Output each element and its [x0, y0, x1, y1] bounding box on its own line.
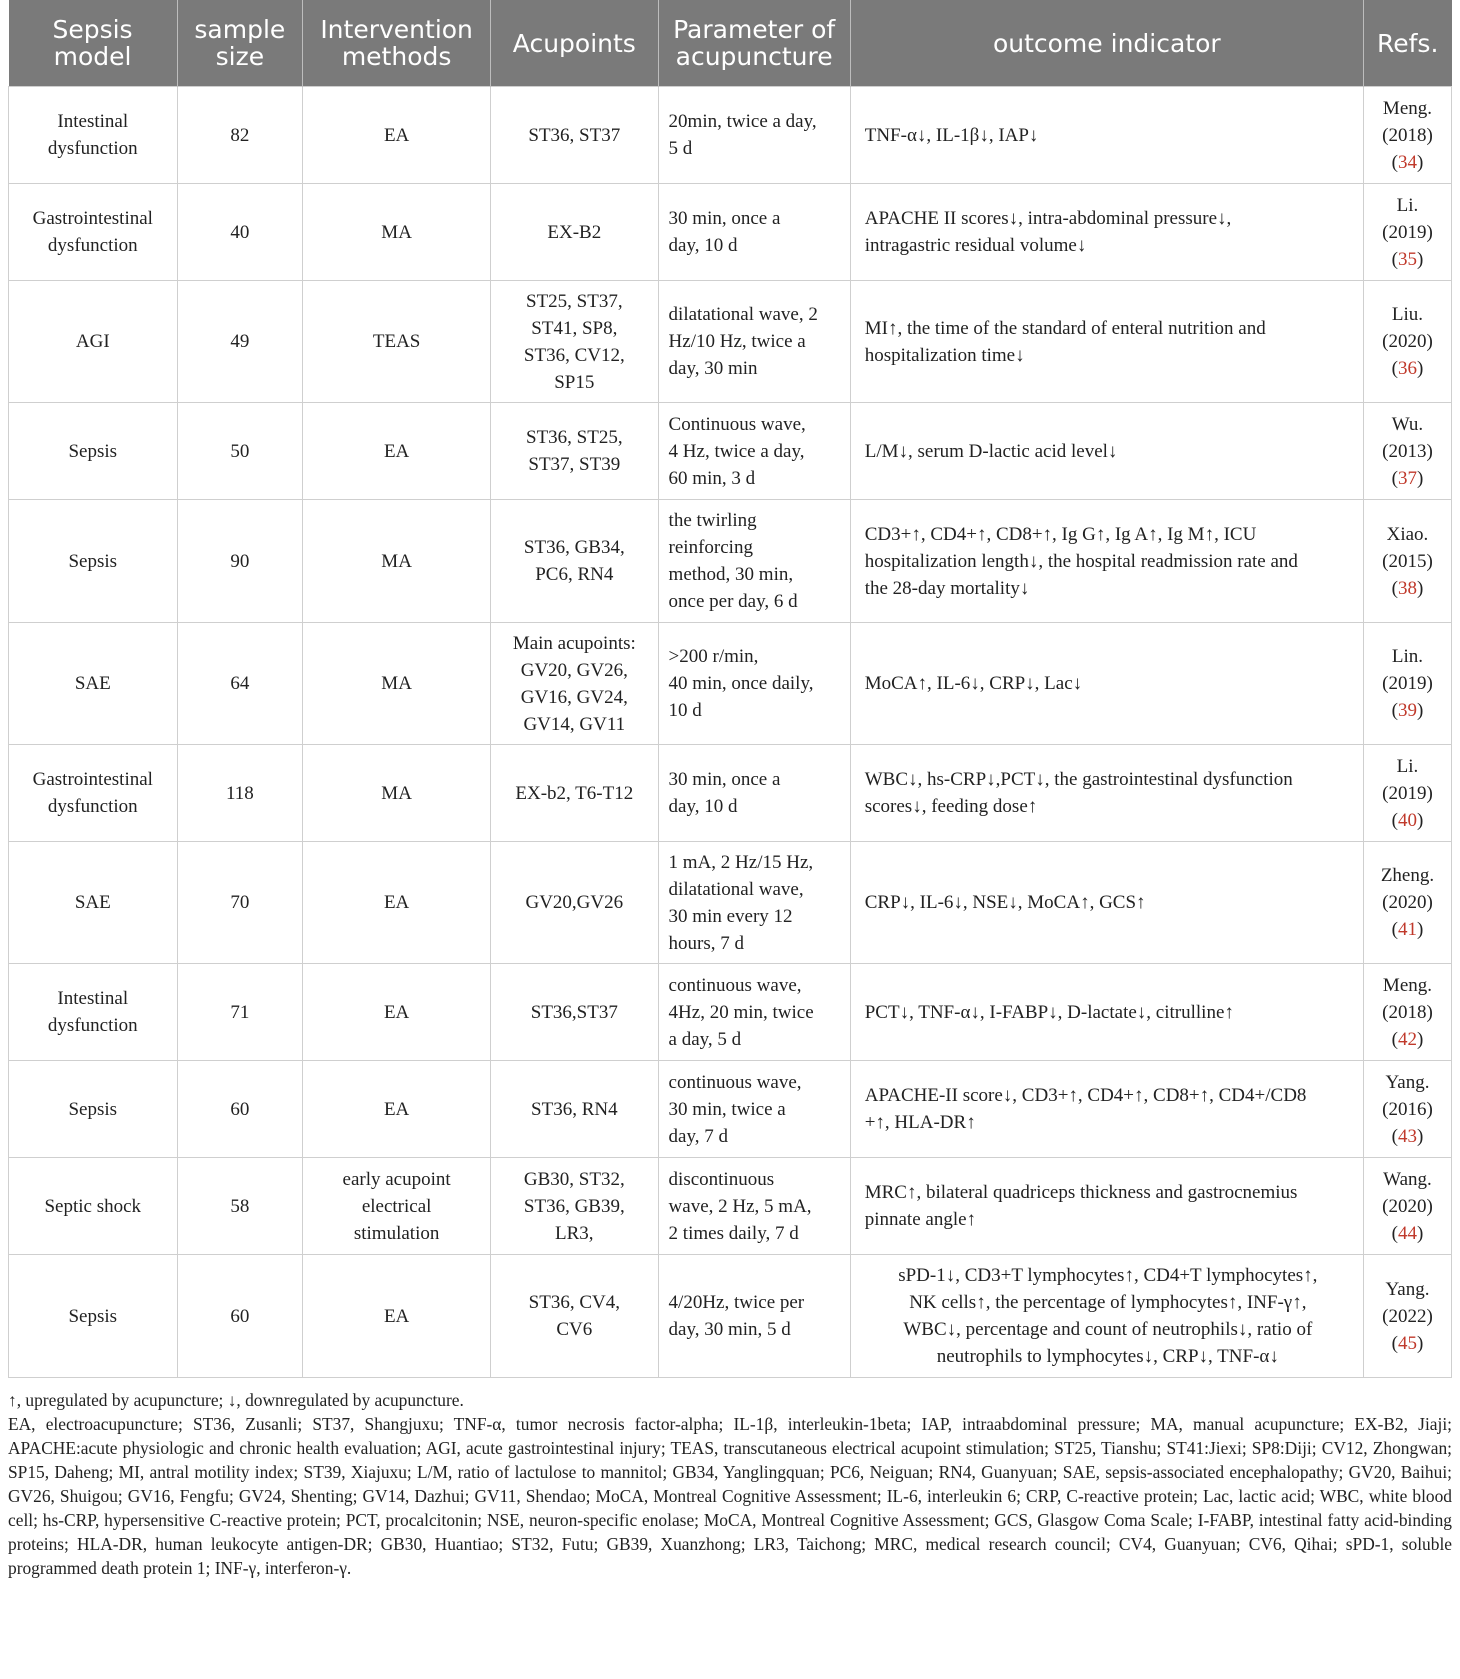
footnote-abbreviations: EA, electroacupuncture; ST36, Zusanli; ST37, Shangjuxu; TNF-α, tumor necrosis factor-alpha; IL-1β, interleukin-1beta; IAP, intraabdominal pressure; MA, manual acupuncture; EX-B2, Jiaji; APACHE:acute physiologic and chronic health evaluation; AGI, acute gastrointestinal injury; TEAS, transcutaneous electrical acupoint stimulation; ST25, Tianshu; ST41:Jiexi; SP8:Diji; CV12, Zhongwan; SP15, Daheng; MI, antral motility index; ST39, Xiajuxu; L/M, ratio of lactulose to mannitol; GB34, Yanglingquan; PC6, Neiguan; RN4, Guanyuan; SAE, sepsis-associated encephalopathy; GV20, Baihui; GV26, Shuigou; GV16, Fengfu; GV24, Shenting; GV14, Dazhui; GV11, Shendao; MoCA, Montreal Cognitive Assessment; IL-6, interleukin 6; CRP, C-reactive protein; Lac, lactic acid; WBC, white blood cell; hs-CRP, hypersensitive C-reactive protein; PCT, procalcitonin; NSE, neuron-specific enolase; MoCA, Montreal Cognitive Assessment; GCS, Glasgow Coma Scale; I-FABP, intestinal fatty acid-binding proteins; HLA-DR, human leukocyte antigen-DR; GB30, Huantiao; ST32, Futu; GB39, Xuanzhong; LR3, Taichong; MRC, medical research council; CV4, Guanyuan; CV6, Qihai; sPD-1, soluble programmed death protein 1; INF-γ, interferon-γ. [8, 1414, 1452, 1578]
cell-text-line: intragastric residual volume↓ [864, 235, 1087, 256]
cell-sample-size [177, 184, 303, 281]
cell-text-line: PC6, RN4 [535, 564, 614, 585]
table-row [9, 87, 1452, 184]
cell-text-line: dilatational wave, 2 [668, 304, 818, 325]
cell-text-line: ST36, GB39, [523, 1195, 625, 1217]
ref-citation-link[interactable]: (41) [1391, 919, 1424, 940]
table-figure [8, 0, 1452, 1580]
table-row [9, 842, 1452, 964]
cell-outcome-indicator [850, 281, 1363, 403]
cell-text-line: GV14, GV11 [523, 713, 626, 735]
table-footnotes [8, 1388, 1452, 1580]
cell-parameter [658, 1158, 850, 1255]
cell-text-line: AGI [75, 331, 110, 352]
header-refs [1363, 0, 1451, 87]
cell-refs [1363, 403, 1451, 500]
ref-citation-link[interactable]: (36) [1391, 358, 1424, 379]
cell-sample-size [177, 403, 303, 500]
cell-sample-size [177, 1255, 303, 1378]
cell-text-line: ST36, CV12, [523, 344, 625, 366]
ref-citation-link[interactable]: (38) [1391, 577, 1424, 599]
cell-text-line: >200 r/min, [668, 646, 759, 667]
ref-author: Lin. [1391, 646, 1424, 667]
cell-refs [1363, 1255, 1451, 1378]
cell-sample-size [177, 87, 303, 184]
ref-number[interactable]: 44 [1397, 1222, 1417, 1244]
cell-intervention-method [303, 842, 491, 964]
cell-parameter [658, 1255, 850, 1378]
cell-text-line: reinforcing [668, 537, 753, 558]
cell-text-line: discontinuous [668, 1168, 775, 1190]
cell-text-line: EX-B2 [547, 221, 602, 243]
cell-text-line: CRP↓, IL-6↓, NSE↓, MoCA↑, GCS↑ [864, 892, 1146, 913]
cell-text-line: wave, 2 Hz, 5 mA, [668, 1195, 812, 1217]
cell-text-line: LR3, [555, 1222, 594, 1244]
header-text-line: model [53, 42, 132, 71]
cell-text-line: CD3+↑, CD4+↑, CD8+↑, Ig G↑, Ig A↑, Ig M↑, ICU [864, 523, 1257, 545]
cell-outcome-indicator [850, 842, 1363, 964]
cell-acupoints [491, 745, 658, 842]
cell-text-line: Hz/10 Hz, twice a [668, 331, 806, 352]
table-row [9, 1255, 1452, 1378]
cell-parameter [658, 1061, 850, 1158]
cell-text-line: ST41, SP8, [531, 317, 618, 339]
ref-year: (2015) [1382, 550, 1433, 572]
ref-number[interactable]: 45 [1397, 1332, 1417, 1354]
cell-text-line: once per day, 6 d [668, 591, 798, 612]
cell-text-line: 118 [225, 782, 254, 804]
cell-text-line: method, 30 min, [668, 564, 794, 585]
cell-refs [1363, 745, 1451, 842]
ref-number[interactable]: 37 [1397, 467, 1417, 489]
cell-text-line: 60 [230, 1098, 250, 1120]
cell-sepsis-model [9, 623, 178, 745]
ref-citation-link[interactable]: (35) [1391, 248, 1424, 270]
cell-parameter [658, 842, 850, 964]
cell-sepsis-model [9, 184, 178, 281]
cell-text-line: 40 [230, 221, 250, 243]
cell-text-line: MoCA↑, IL-6↓, CRP↓, Lac↓ [864, 673, 1083, 694]
ref-number[interactable]: 42 [1397, 1028, 1417, 1050]
ref-year: (2019) [1382, 673, 1433, 694]
header-text-line: acupuncture [675, 42, 833, 71]
cell-text-line: 30 min, once a [668, 208, 781, 229]
cell-intervention-method [303, 1158, 491, 1255]
ref-year: (2018) [1382, 1001, 1433, 1023]
ref-author: Zheng. [1380, 865, 1435, 886]
table-row [9, 500, 1452, 623]
cell-text-line: day, 10 d [668, 796, 738, 817]
cell-text-line: neutrophils to lymphocytes↓, CRP↓, TNF-α↓ [936, 1346, 1279, 1367]
cell-sample-size [177, 623, 303, 745]
cell-sample-size [177, 1061, 303, 1158]
cell-text-line: Main acupoints: [512, 632, 636, 654]
table-row [9, 184, 1452, 281]
header-text-line: Refs. [1377, 28, 1439, 58]
table-row [9, 623, 1452, 745]
cell-parameter [658, 87, 850, 184]
cell-sepsis-model [9, 1255, 178, 1378]
cell-text-line: the 28-day mortality↓ [864, 577, 1030, 599]
cell-text-line: day, 10 d [668, 235, 738, 256]
cell-text-line: ST25, ST37, [526, 290, 623, 312]
cell-parameter [658, 403, 850, 500]
ref-citation-link[interactable]: (43) [1391, 1125, 1424, 1147]
cell-text-line: 1 mA, 2 Hz/15 Hz, [668, 851, 814, 873]
ref-year: (2016) [1382, 1098, 1433, 1120]
cell-text-line: 90 [230, 550, 250, 572]
cell-parameter [658, 623, 850, 745]
cell-parameter [658, 964, 850, 1061]
cell-sample-size [177, 964, 303, 1061]
cell-intervention-method [303, 403, 491, 500]
cell-parameter [658, 281, 850, 403]
cell-intervention-method [303, 184, 491, 281]
cell-text-line: ST36, ST37 [528, 124, 621, 146]
cell-text-line: GB30, ST32, [523, 1168, 625, 1190]
cell-text-line: SAE [74, 673, 111, 694]
cell-text-line: GV20,GV26 [525, 892, 624, 913]
cell-text-line: 71 [230, 1001, 250, 1023]
cell-text-line: EA [383, 892, 410, 913]
cell-parameter [658, 184, 850, 281]
cell-text-line: continuous wave, [668, 1071, 802, 1093]
cell-text-line: sPD-1↓, CD3+T lymphocytes↑, CD4+T lymphocytes↑, [898, 1265, 1318, 1286]
cell-text-line: dilatational wave, [668, 878, 804, 900]
cell-outcome-indicator [850, 623, 1363, 745]
cell-parameter [658, 745, 850, 842]
ref-author: Liu. [1391, 304, 1424, 325]
cell-text-line: EA [383, 1305, 410, 1327]
ref-citation-link[interactable]: (40) [1391, 809, 1424, 831]
table-row [9, 745, 1452, 842]
cell-text-line: SP15 [554, 371, 595, 393]
cell-text-line: MA [381, 550, 412, 572]
cell-text-line: day, 30 min [668, 358, 758, 379]
cell-text-line: GV16, GV24, [520, 686, 628, 708]
cell-acupoints [491, 623, 658, 745]
cell-text-line: 20min, twice a day, [668, 111, 817, 132]
cell-outcome-indicator [850, 403, 1363, 500]
cell-text-line: 60 min, 3 d [668, 467, 756, 489]
cell-sample-size [177, 842, 303, 964]
cell-refs [1363, 500, 1451, 623]
cell-sepsis-model [9, 745, 178, 842]
cell-intervention-method [303, 1255, 491, 1378]
cell-text-line: continuous wave, [668, 974, 802, 996]
cell-sepsis-model [9, 1158, 178, 1255]
cell-sepsis-model [9, 842, 178, 964]
cell-text-line: 4Hz, 20 min, twice [668, 1001, 814, 1023]
header-text-line: size [215, 42, 265, 71]
cell-text-line: hours, 7 d [668, 932, 745, 954]
ref-author: Yang. [1385, 1071, 1430, 1093]
cell-outcome-indicator [850, 964, 1363, 1061]
cell-acupoints [491, 964, 658, 1061]
ref-author: Yang. [1385, 1278, 1430, 1300]
cell-refs [1363, 184, 1451, 281]
cell-acupoints [491, 1158, 658, 1255]
ref-citation-link[interactable]: (42) [1391, 1028, 1424, 1050]
cell-intervention-method [303, 745, 491, 842]
cell-text-line: Sepsis [68, 1098, 118, 1120]
header-outcome-indicator [850, 0, 1363, 87]
cell-acupoints [491, 184, 658, 281]
cell-outcome-indicator [850, 1061, 1363, 1158]
cell-sepsis-model [9, 1061, 178, 1158]
cell-acupoints [491, 1255, 658, 1378]
header-acupoints [491, 0, 658, 87]
table-body [9, 87, 1452, 1378]
cell-text-line: EA [383, 440, 410, 462]
cell-text-line: 49 [230, 331, 250, 352]
cell-parameter [658, 500, 850, 623]
cell-text-line: 82 [230, 124, 250, 146]
cell-text-line: hospitalization length↓, the hospital readmission rate and [864, 550, 1298, 572]
cell-text-line: 30 min, twice a [668, 1098, 786, 1120]
cell-text-line: NK cells↑, the percentage of lymphocytes↑, INF-γ↑, [909, 1292, 1307, 1313]
cell-text-line: hospitalization time↓ [864, 344, 1025, 366]
ref-author: Wang. [1383, 1168, 1432, 1190]
cell-sample-size [177, 745, 303, 842]
cell-outcome-indicator [850, 184, 1363, 281]
cell-text-line: 30 min, once a [668, 769, 781, 790]
cell-text-line: the twirling [668, 510, 757, 531]
cell-intervention-method [303, 500, 491, 623]
footnote-arrows: ↑, upregulated by acupuncture; ↓, downregulated by acupuncture. [8, 1390, 464, 1410]
ref-number[interactable]: 36 [1397, 358, 1417, 379]
header-text-line: outcome indicator [992, 28, 1221, 58]
cell-text-line: day, 7 d [668, 1125, 728, 1147]
cell-intervention-method [303, 623, 491, 745]
cell-text-line: MRC↑, bilateral quadriceps thickness and gastrocnemius [864, 1182, 1298, 1203]
ref-citation-link[interactable]: (44) [1391, 1222, 1424, 1244]
cell-intervention-method [303, 964, 491, 1061]
ref-author: Meng. [1382, 97, 1432, 119]
ref-number[interactable]: 40 [1397, 809, 1417, 831]
cell-outcome-indicator [850, 500, 1363, 623]
cell-text-line: 50 [230, 440, 250, 462]
cell-intervention-method [303, 1061, 491, 1158]
cell-text-line: a day, 5 d [668, 1028, 742, 1050]
table-row [9, 964, 1452, 1061]
cell-text-line: Sepsis [68, 1305, 118, 1327]
cell-text-line: TEAS [372, 331, 421, 352]
ref-year: (2019) [1382, 221, 1433, 243]
cell-text-line: dysfunction [47, 1015, 138, 1036]
cell-outcome-indicator [850, 87, 1363, 184]
cell-text-line: PCT↓, TNF-α↓, I-FABP↓, D-lactate↓, citrulline↑ [864, 1001, 1234, 1023]
cell-refs [1363, 842, 1451, 964]
cell-text-line: 30 min every 12 [668, 905, 793, 927]
ref-author: Meng. [1382, 974, 1432, 996]
cell-sample-size [177, 1158, 303, 1255]
table-row [9, 403, 1452, 500]
cell-text-line: ST36, RN4 [531, 1098, 618, 1120]
cell-text-line: Septic shock [44, 1195, 142, 1217]
ref-number[interactable]: 35 [1397, 248, 1417, 270]
table-row [9, 1158, 1452, 1255]
cell-acupoints [491, 500, 658, 623]
cell-text-line: EX-b2, T6-T12 [515, 782, 634, 804]
header-text-line: sample [194, 15, 286, 44]
cell-text-line: ST36, CV4, [528, 1292, 620, 1313]
cell-refs [1363, 281, 1451, 403]
cell-text-line: APACHE II scores↓, intra-abdominal pressure↓, [864, 208, 1232, 229]
header-sample-size [177, 0, 303, 87]
header-text-line: Acupoints [512, 28, 636, 58]
ref-year: (2020) [1382, 331, 1433, 352]
ref-citation-link[interactable]: (37) [1391, 467, 1424, 489]
header-sepsis-model [9, 0, 178, 87]
cell-text-line: MI↑, the time of the standard of enteral nutrition and [864, 317, 1266, 339]
cell-text-line: Sepsis [68, 440, 118, 462]
cell-sample-size [177, 500, 303, 623]
cell-text-line: WBC↓, hs-CRP↓,PCT↓, the gastrointestinal dysfunction [864, 769, 1293, 790]
cell-text-line: dysfunction [47, 796, 138, 817]
ref-citation-link[interactable]: (34) [1391, 151, 1424, 173]
cell-text-line: 40 min, once daily, [668, 673, 814, 694]
ref-year: (2019) [1382, 782, 1433, 804]
cell-text-line: 4/20Hz, twice per [668, 1292, 805, 1313]
cell-text-line: CV6 [556, 1319, 593, 1340]
cell-text-line: ST36, GB34, [523, 537, 625, 558]
cell-text-line: Gastrointestinal [32, 208, 153, 229]
cell-acupoints [491, 87, 658, 184]
cell-text-line: 60 [230, 1305, 250, 1327]
header-intervention-methods [303, 0, 491, 87]
ref-year: (2020) [1382, 1195, 1433, 1217]
table-header-row [9, 0, 1452, 87]
cell-text-line: +↑, HLA-DR↑ [864, 1112, 976, 1133]
cell-text-line: ST36, ST25, [526, 427, 623, 448]
cell-sepsis-model [9, 281, 178, 403]
header-parameter [658, 0, 850, 87]
cell-text-line: Intestinal [57, 988, 129, 1009]
ref-number[interactable]: 41 [1397, 919, 1417, 940]
cell-text-line: 4 Hz, twice a day, [668, 440, 805, 462]
ref-number[interactable]: 38 [1397, 577, 1417, 599]
table-row [9, 1061, 1452, 1158]
cell-text-line: day, 30 min, 5 d [668, 1319, 791, 1340]
cell-acupoints [491, 1061, 658, 1158]
cell-text-line: TNF-α↓, IL-1β↓, IAP↓ [864, 124, 1039, 146]
cell-text-line: 10 d [668, 700, 702, 721]
cell-text-line: scores↓, feeding dose↑ [864, 796, 1038, 817]
cell-text-line: Continuous wave, [668, 413, 806, 435]
cell-text-line: Intestinal [57, 111, 129, 132]
cell-acupoints [491, 403, 658, 500]
cell-text-line: GV20, GV26, [520, 659, 628, 681]
cell-text-line: dysfunction [47, 138, 138, 159]
ref-author: Wu. [1391, 413, 1424, 435]
ref-year: (2018) [1382, 124, 1433, 146]
ref-author: Li. [1396, 194, 1419, 216]
cell-text-line: dysfunction [47, 235, 138, 256]
cell-refs [1363, 623, 1451, 745]
table-row [9, 281, 1452, 403]
cell-text-line: EA [383, 1098, 410, 1120]
cell-sepsis-model [9, 964, 178, 1061]
ref-author: Li. [1396, 755, 1419, 777]
ref-citation-link[interactable]: (39) [1391, 700, 1424, 721]
cell-text-line: 70 [230, 892, 250, 913]
cell-refs [1363, 87, 1451, 184]
cell-outcome-indicator [850, 745, 1363, 842]
cell-text-line: early acupoint [342, 1168, 451, 1190]
cell-text-line: Gastrointestinal [32, 769, 153, 790]
cell-text-line: SAE [74, 892, 111, 913]
cell-text-line: 5 d [668, 138, 693, 159]
cell-refs [1363, 964, 1451, 1061]
cell-outcome-indicator [850, 1158, 1363, 1255]
cell-text-line: electrical [361, 1195, 432, 1217]
cell-text-line: MA [381, 221, 412, 243]
ref-author: Xiao. [1386, 523, 1429, 545]
cell-text-line: L/M↓, serum D-lactic acid level↓ [864, 440, 1118, 462]
ref-citation-link[interactable]: (45) [1391, 1332, 1424, 1354]
header-text-line: Parameter of [673, 15, 836, 44]
ref-year: (2020) [1382, 892, 1433, 913]
cell-text-line: ST37, ST39 [528, 454, 621, 475]
cell-text-line: MA [381, 782, 412, 804]
cell-text-line: MA [381, 673, 412, 694]
header-text-line: Sepsis [52, 15, 133, 44]
cell-text-line: ST36,ST37 [530, 1001, 618, 1023]
cell-text-line: 2 times daily, 7 d [668, 1222, 799, 1244]
ref-number[interactable]: 43 [1397, 1125, 1417, 1147]
ref-number[interactable]: 39 [1397, 700, 1417, 721]
cell-text-line: 58 [230, 1195, 250, 1217]
cell-text-line: EA [383, 1001, 410, 1023]
cell-text-line: WBC↓, percentage and count of neutrophils↓, ratio of [903, 1319, 1313, 1340]
cell-refs [1363, 1061, 1451, 1158]
cell-intervention-method [303, 281, 491, 403]
cell-acupoints [491, 281, 658, 403]
cell-text-line: 64 [230, 673, 250, 694]
cell-outcome-indicator [850, 1255, 1363, 1378]
header-text-line: Intervention [320, 15, 473, 44]
acupuncture-sepsis-table [8, 0, 1452, 1378]
header-text-line: methods [341, 42, 452, 71]
ref-year: (2013) [1382, 440, 1433, 462]
cell-sepsis-model [9, 500, 178, 623]
cell-sample-size [177, 281, 303, 403]
cell-refs [1363, 1158, 1451, 1255]
cell-text-line: stimulation [353, 1222, 440, 1244]
cell-text-line: APACHE-II score↓, CD3+↑, CD4+↑, CD8+↑, CD4+/CD8 [864, 1085, 1307, 1106]
ref-number[interactable]: 34 [1397, 151, 1417, 173]
cell-text-line: EA [383, 124, 410, 146]
cell-intervention-method [303, 87, 491, 184]
cell-sepsis-model [9, 87, 178, 184]
cell-acupoints [491, 842, 658, 964]
cell-sepsis-model [9, 403, 178, 500]
cell-text-line: Sepsis [68, 550, 118, 572]
cell-text-line: pinnate angle↑ [864, 1209, 977, 1230]
ref-year: (2022) [1382, 1305, 1433, 1327]
